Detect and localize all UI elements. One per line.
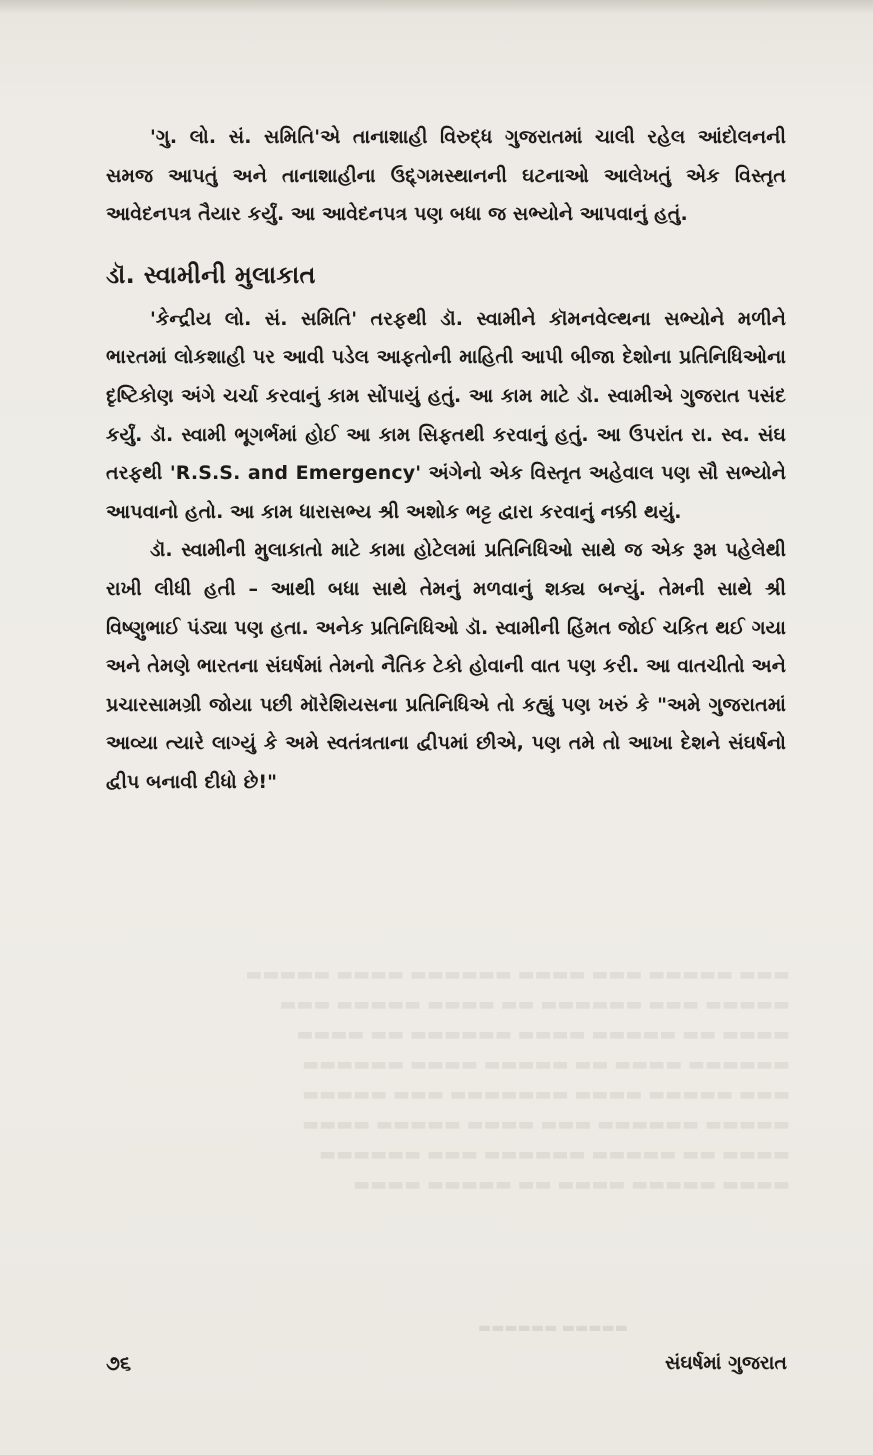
show-through-footer: ▬▬▬▬▬ ▬▬▬▬▬▬	[478, 1320, 628, 1336]
page-number: ૭૬	[106, 1351, 132, 1375]
page-footer	[106, 1348, 787, 1378]
show-through-text: ▬▬▬ ▬▬▬▬▬ ▬▬▬ ▬▬▬▬ ▬▬▬▬▬▬ ▬▬▬▬ ▬▬▬▬▬ ▬▬▬▬▬ ▬▬▬ ▬▬▬▬▬▬ ▬▬ ▬▬▬▬ ▬▬▬▬▬ ▬▬▬ ▬▬▬▬ ▬▬ ▬▬▬▬▬ ▬▬▬▬ ▬▬▬▬▬▬ ▬▬ ▬▬▬▬ ▬▬▬▬▬▬ ▬▬▬▬ ▬▬ ▬▬▬▬▬ ▬▬▬▬ ▬▬▬▬▬▬ ▬▬▬ ▬▬▬▬▬ ▬▬▬▬ ▬▬▬▬▬▬▬ ▬▬▬ ▬▬▬▬▬ ▬▬▬▬▬ ▬▬▬▬▬▬ ▬▬▬ ▬▬▬▬ ▬▬▬▬▬ ▬▬▬▬ ▬▬▬▬ ▬▬ ▬▬▬▬▬ ▬▬▬▬▬▬ ▬▬▬ ▬▬▬▬▬▬ ▬▬▬▬ ▬▬▬▬▬ ▬▬▬▬ ▬▬ ▬▬▬▬▬ ▬▬▬▬	[245, 964, 790, 1195]
paragraph-1: 'ગુ. લો. સં. સમિતિ'એ તાનાશાહી વિરુદ્ધ ગુજરાતમાં ચાલી રહેલ આંદોલનની સમજ આપતું અને તાનાશાહીના ઉદ્દ્ગમસ્થાનની ઘટનાઓ આલેખતું એક વિસ્તૃત આવેદનપત્ર તૈયાર કર્યું. આ આવેદનપત્ર પણ બધા જ સભ્યોને આપવાનું હતું.	[106, 126, 786, 226]
running-title: સંઘર્ષમાં ગુજરાત	[664, 1352, 787, 1374]
page-content	[106, 118, 786, 802]
paragraph-2: 'કેન્દ્રીય લો. સં. સમિતિ' તરફથી ડૉ. સ્વામીને કૉમનવેલ્થના સભ્યોને મળીને ભારતમાં લોકશાહી પર આવી પડેલ આફતોની માહિતી આપી બીજા દેશોના પ્રતિનિધિઓના દૃષ્ટિકોણ અંગે ચર્ચા કરવાનું કામ સોંપાયું હતું. આ કામ માટે ડૉ. સ્વામીએ ગુજરાત પસંદ કર્યું. ડૉ. સ્વામી ભૂગર્ભમાં હોઈ આ કામ સિફતથી કરવાનું હતું. આ ઉપરાંત રા. સ્વ. સંઘ તરફથી 'R.S.S. and Emergency' અંગેનો એક વિસ્તૃત અહેવાલ પણ સૌ સભ્યોને આપવાનો હતો. આ કામ ધારાસભ્ય શ્રી અશોક ભટ્ટ દ્વારા કરવાનું નક્કી થયું.	[106, 307, 786, 523]
page-top-shadow	[0, 0, 873, 14]
paragraph-3: ડૉ. સ્વામીની મુલાકાતો માટે કામા હોટેલમાં પ્રતિનિધિઓ સાથે જ એક રૂમ પહેલેથી રાખી લીધી હતી – આથી બધા સાથે તેમનું મળવાનું શક્ય બન્યું. તેમની સાથે શ્રી વિષ્ણુભાઈ પંડ્યા પણ હતા. અનેક પ્રતિનિધિઓ ડૉ. સ્વામીની હિંમત જોઈ ચકિત થઈ ગયા અને તેમણે ભારતના સંઘર્ષમાં તેમનો નૈતિક ટેકો હોવાની વાત પણ કરી. આ વાતચીતો અને પ્રચારસામગ્રી જોયા પછી મૉરેશિયસના પ્રતિનિધિએ તો કહ્યું પણ ખરું કે "અમે ગુજરાતમાં આવ્યા ત્યારે લાગ્યું કે અમે સ્વતંત્રતાના દ્વીપમાં છીએ, પણ તમે તો આખા દેશને સંઘર્ષનો દ્વીપ બનાવી દીધો છે!"	[106, 539, 786, 793]
section-heading: ડૉ. સ્વામીની મુલાકાત	[106, 260, 316, 289]
